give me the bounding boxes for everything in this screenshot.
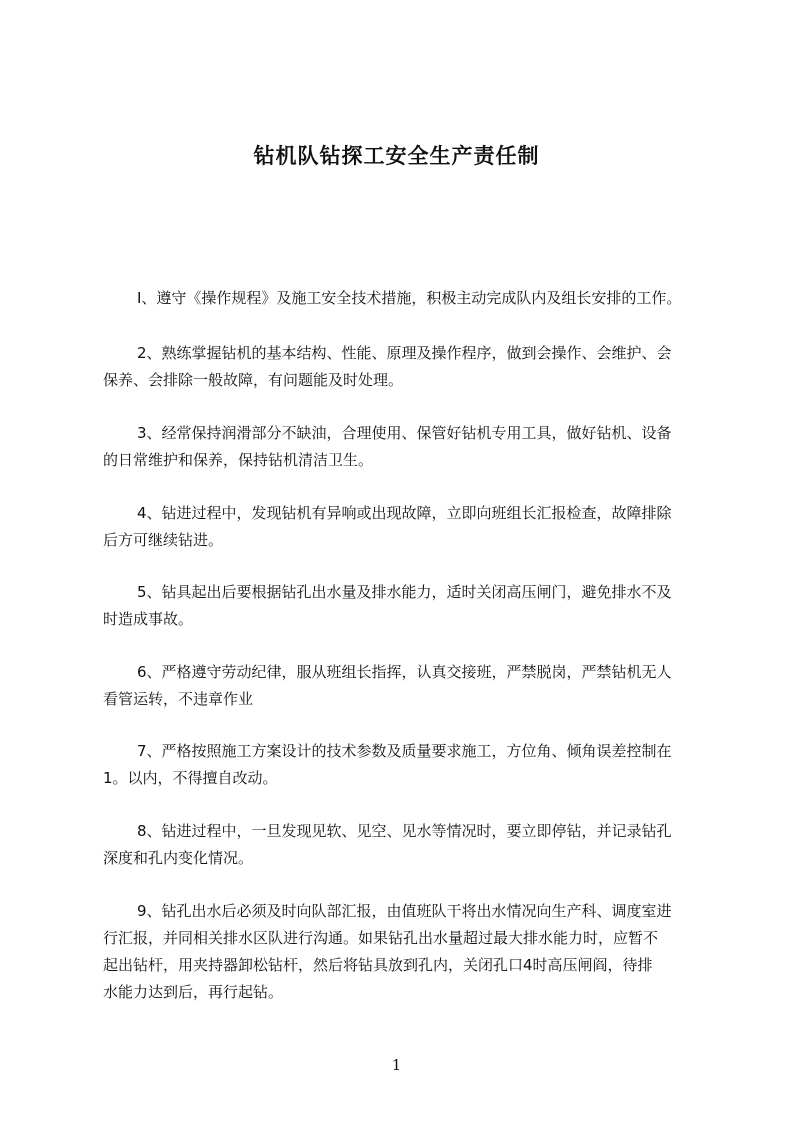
paragraph-line: 4、钻进过程中，发现钻机有异响或出现故障，立即向班组长汇报检查，故障排除 <box>137 504 672 522</box>
paragraph-line: 起出钻杆，用夹持器卸松钻杆，然后将钻具放到孔内，关闭孔口4时高压闸阎，待排 <box>103 956 653 974</box>
paragraph-item-2 <box>103 340 715 394</box>
paragraph-item-5 <box>103 579 715 633</box>
paragraph-item-7 <box>103 738 715 792</box>
document-title: 钻机队钻探工安全生产责任制 <box>253 144 540 168</box>
paragraph-item-1 <box>103 285 715 312</box>
paragraph-line: 时造成事故。 <box>103 610 194 628</box>
paragraph-line: I、遵守《操作规程》及施工安全技术措施，积极主动完成队内及组长安排的工作。 <box>137 289 682 307</box>
paragraph-line: 行汇报，并同相关排水区队进行沟通。如果钻孔出水量超过最大排水能力时，应暂不 <box>103 929 659 947</box>
paragraph-line: 9、钻孔出水后必须及时向队部汇报，由值班队干将出水情况向生产科、调度室进 <box>137 902 672 920</box>
paragraph-item-6 <box>103 659 715 713</box>
paragraph-line: 7、严格按照施工方案设计的技术参数及质量要求施工，方位角、倾角误差控制在 <box>137 742 672 760</box>
paragraph-line: 的日常维护和保养，保持钻机清洁卫生。 <box>103 451 374 469</box>
paragraph-item-9 <box>103 898 715 1006</box>
paragraph-line: 8、钻进过程中，一旦发现见软、见空、见水等情况时，要立即停钻，并记录钻孔 <box>137 822 672 840</box>
paragraph-line: 看管运转，不违章作业 <box>103 690 254 708</box>
paragraph-line: 5、钻具起出后要根据钻孔出水量及排水能力，适时关闭高压闸门，避免排水不及 <box>137 583 672 601</box>
paragraph-item-8 <box>103 818 715 872</box>
paragraph-line: 深度和孔内变化情况。 <box>103 849 254 867</box>
paragraph-line: 水能力达到后，再行起钻。 <box>103 983 284 1001</box>
paragraph-line: 2、熟练掌握钻机的基本结构、性能、原理及操作程序，做到会操作、会维护、会 <box>137 344 672 362</box>
paragraph-line: 3、经常保持润滑部分不缺油，合理使用、保管好钻机专用工具，做好钻机、设备 <box>137 424 672 442</box>
paragraph-line: 1。以内，不得擅自改动。 <box>103 769 278 787</box>
paragraph-item-3 <box>103 420 715 474</box>
paragraph-item-4 <box>103 500 715 554</box>
paragraph-line: 6、严格遵守劳动纪律，服从班组长指挥，认真交接班，严禁脱岗，严禁钻机无人 <box>137 663 672 681</box>
page-number: 1 <box>391 1056 402 1074</box>
paragraph-line: 后方可继续钻进。 <box>103 531 224 549</box>
paragraph-line: 保养、会排除一般故障，有问题能及时处理。 <box>103 371 404 389</box>
